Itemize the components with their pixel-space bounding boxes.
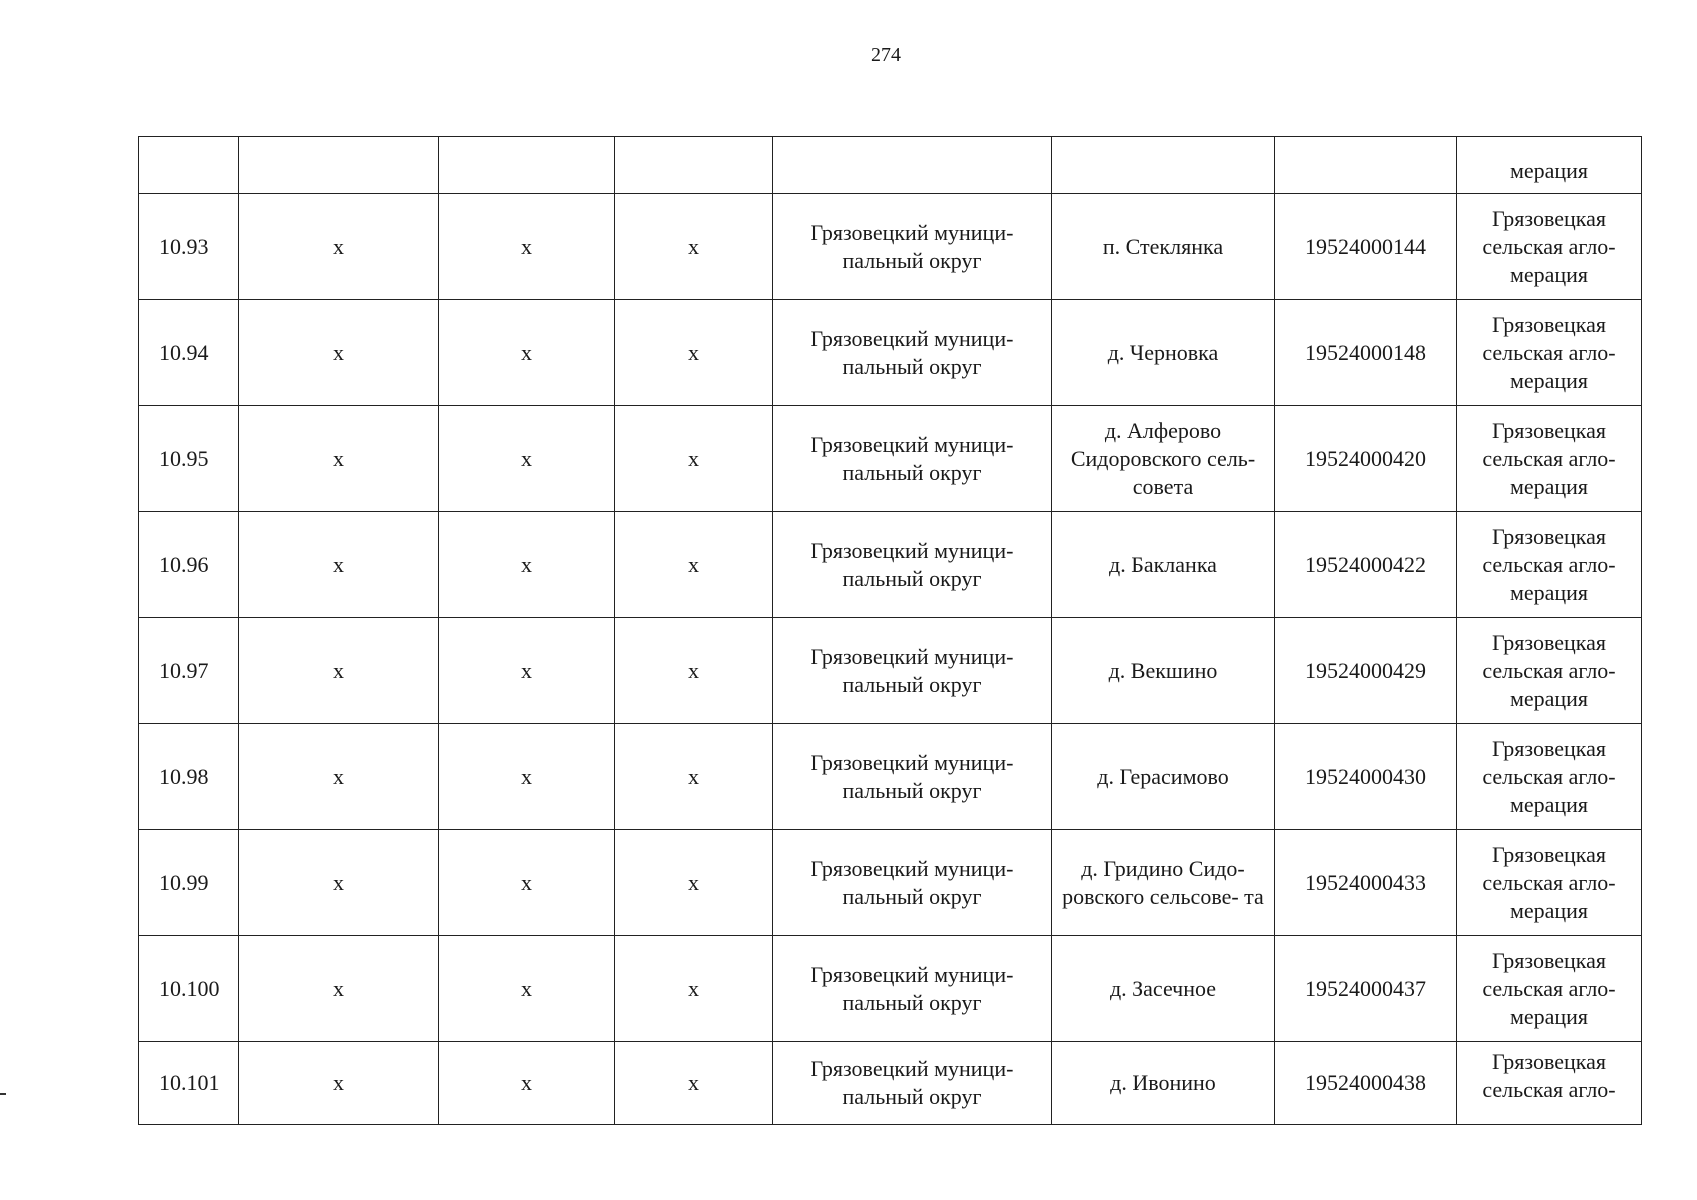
code-cell: 19524000430	[1275, 724, 1457, 830]
settlement-cell: д. Черновка	[1052, 300, 1275, 406]
code-cell: 19524000433	[1275, 830, 1457, 936]
code-cell: 19524000420	[1275, 406, 1457, 512]
table-cell	[615, 137, 773, 194]
cell-x: х	[615, 618, 773, 724]
cell-x: х	[615, 512, 773, 618]
table-row	[139, 618, 1642, 724]
row-number: 10.98	[139, 724, 239, 830]
district-cell: Грязовецкий муници- пальный округ	[773, 406, 1052, 512]
cell-x: х	[615, 936, 773, 1042]
row-number: 10.101	[139, 1042, 239, 1125]
cell-x: х	[439, 724, 615, 830]
table-row	[139, 830, 1642, 936]
agglomeration-cell: Грязовецкая сельская агло- мерация	[1457, 936, 1642, 1042]
code-cell: 19524000429	[1275, 618, 1457, 724]
settlement-cell: д. Ивонино	[1052, 1042, 1275, 1125]
row-number: 10.99	[139, 830, 239, 936]
cell-x: х	[439, 300, 615, 406]
agglomeration-cell: Грязовецкая сельская агло- мерация	[1457, 830, 1642, 936]
cell-x: х	[439, 194, 615, 300]
cell-x: х	[239, 300, 439, 406]
settlement-cell: д. Бакланка	[1052, 512, 1275, 618]
settlement-cell: д. Векшино	[1052, 618, 1275, 724]
page-number: 274	[871, 44, 901, 66]
row-number: 10.97	[139, 618, 239, 724]
district-cell: Грязовецкий муници- пальный округ	[773, 618, 1052, 724]
row-number: 10.94	[139, 300, 239, 406]
cell-x: х	[439, 936, 615, 1042]
cell-x: х	[615, 1042, 773, 1125]
cell-x: х	[239, 1042, 439, 1125]
row-number: 10.100	[139, 936, 239, 1042]
table-cell	[1275, 137, 1457, 194]
cell-x: х	[239, 724, 439, 830]
table-continuation-row	[139, 137, 1642, 194]
cell-x: х	[615, 406, 773, 512]
settlement-cell: д. Алферово Сидоровского сель- совета	[1052, 406, 1275, 512]
row-number: 10.95	[139, 406, 239, 512]
cell-x: х	[615, 300, 773, 406]
agglomeration-cell: Грязовецкая сельская агло- мерация	[1457, 512, 1642, 618]
cell-x: х	[615, 724, 773, 830]
agglomeration-cell: Грязовецкая сельская агло- мерация	[1457, 300, 1642, 406]
cell-x: х	[439, 406, 615, 512]
agglomeration-cell: Грязовецкая сельская агло- мерация	[1457, 618, 1642, 724]
cell-x: х	[439, 618, 615, 724]
agglomeration-cell: Грязовецкая сельская агло- мерация	[1457, 194, 1642, 300]
cell-x: х	[439, 512, 615, 618]
cell-x: х	[239, 406, 439, 512]
cell-x: х	[239, 830, 439, 936]
cell-x: х	[239, 936, 439, 1042]
cell-x: х	[239, 512, 439, 618]
table-row	[139, 1042, 1642, 1125]
code-cell: 19524000437	[1275, 936, 1457, 1042]
agglomeration-cell: мерация	[1457, 137, 1642, 194]
cell-x: х	[615, 194, 773, 300]
row-number: 10.96	[139, 512, 239, 618]
settlement-cell: д. Герасимово	[1052, 724, 1275, 830]
table-row	[139, 724, 1642, 830]
cell-x: х	[439, 830, 615, 936]
district-cell: Грязовецкий муници- пальный округ	[773, 830, 1052, 936]
table-cell	[439, 137, 615, 194]
table-row	[139, 194, 1642, 300]
district-cell: Грязовецкий муници- пальный округ	[773, 1042, 1052, 1125]
settlement-table	[138, 136, 1642, 1125]
district-cell: Грязовецкий муници- пальный округ	[773, 194, 1052, 300]
cell-x: х	[439, 1042, 615, 1125]
table-row	[139, 406, 1642, 512]
settlement-cell: д. Гридино Сидо- ровского сельсове- та	[1052, 830, 1275, 936]
table-row	[139, 300, 1642, 406]
cell-x: х	[615, 830, 773, 936]
code-cell: 19524000144	[1275, 194, 1457, 300]
cell-x: х	[239, 618, 439, 724]
code-cell: 19524000438	[1275, 1042, 1457, 1125]
table-row	[139, 512, 1642, 618]
agglomeration-cell: Грязовецкая сельская агло- мерация	[1457, 724, 1642, 830]
settlement-cell: д. Засечное	[1052, 936, 1275, 1042]
table-cell	[1052, 137, 1275, 194]
table-row	[139, 936, 1642, 1042]
district-cell: Грязовецкий муници- пальный округ	[773, 512, 1052, 618]
cell-x: х	[239, 194, 439, 300]
agglomeration-cell: Грязовецкая сельская агло- мерация	[1457, 406, 1642, 512]
code-cell: 19524000422	[1275, 512, 1457, 618]
table-cell	[773, 137, 1052, 194]
code-cell: 19524000148	[1275, 300, 1457, 406]
district-cell: Грязовецкий муници- пальный округ	[773, 936, 1052, 1042]
district-cell: Грязовецкий муници- пальный округ	[773, 724, 1052, 830]
row-number: 10.93	[139, 194, 239, 300]
agglomeration-cell: Грязовецкая сельская агло-	[1457, 1042, 1642, 1125]
margin-mark	[0, 1093, 6, 1095]
table-cell	[139, 137, 239, 194]
table-cell	[239, 137, 439, 194]
settlement-cell: п. Стеклянка	[1052, 194, 1275, 300]
district-cell: Грязовецкий муници- пальный округ	[773, 300, 1052, 406]
